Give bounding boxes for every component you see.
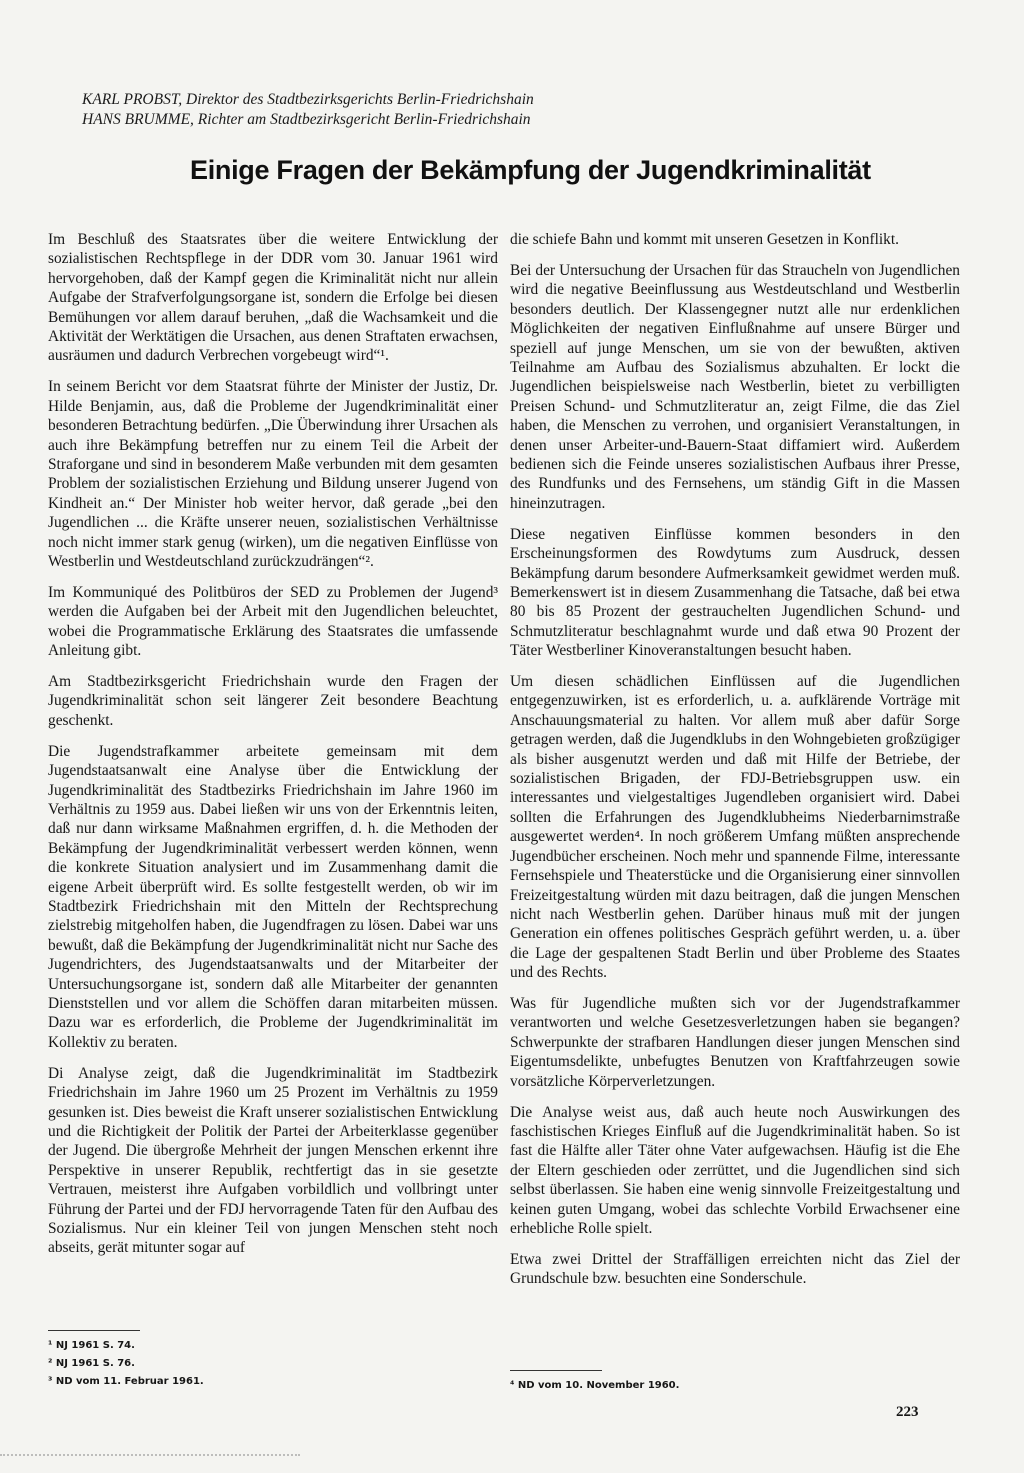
author-line: KARL PROBST, Direktor des Stadtbezirksgerichts Berlin-Friedrichshain	[82, 91, 534, 108]
author-line: HANS BRUMME, Richter am Stadtbezirksgericht Berlin-Friedrichshain	[82, 111, 531, 128]
footnote: ⁴ ND vom 10. November 1960.	[510, 1380, 680, 1391]
footnote: ³ ND vom 11. Februar 1961.	[48, 1376, 204, 1387]
paragraph: Etwa zwei Drittel der Straffälligen erreichten nicht das Ziel der Grundschule bzw. besuchten eine Sonderschule.	[510, 1250, 960, 1288]
paragraph: Die Jugendstrafkammer arbeitete gemeinsam mit dem Jugendstaatsanwalt eine Analyse über die Entwicklung der Jugendkriminalität des Stadtbezirks Friedrichshain im Jahre 1960 im Verhältnis zu 1959 aus. Dabei ließen wir uns von der Erkenntnis leiten, daß nur dann wirksame Maßnahmen ergriffen, d. h. die Methoden der Bekämpfung der Jugendkriminalität verbessert werden können, wenn die konkrete Situation analysiert und im Zusammenhang damit die eigene Arbeit überprüft wird. Es sollte festgestellt werden, ob wir im Stadtbezirk Friedrichshain mit den Mitteln der Rechtsprechung zielstrebig mitgeholfen haben, die Jugendfragen zu lösen. Dabei war uns bewußt, daß die Bekämpfung der Jugendkriminalität nicht nur Sache des Jugendrichters, des Jugendstaatsanwalts und der Mitarbeiter der Untersuchungsorgane ist, sondern daß alle Mitarbeiter der genannten Dienststellen und vor allem die Schöffen daran mitarbeiten müssen. Dazu war es erforderlich, die Probleme der Jugendkriminalität im Kollektiv zu beraten.	[48, 742, 498, 1051]
paragraph: Die Analyse weist aus, daß auch heute noch Auswirkungen des faschistischen Krieges Einfluß auf die Jugendkriminalität haben. So ist fast die Hälfte aller Täter ohne Vater aufgewachsen. Häufig ist die Ehe der Eltern geschieden oder zerrüttet, und die Jugendlichen sind sich selbst überlassen. Sie haben eine wenig sinnvolle Freizeitgestaltung und keinen guten Umgang, wobei das schlechte Vorbild Erwachsener eine erhebliche Rolle spielt.	[510, 1103, 960, 1237]
footnote: ¹ NJ 1961 S. 74.	[48, 1340, 135, 1351]
footnotes-left	[48, 1330, 448, 1391]
left-column	[48, 230, 498, 1258]
footnote-rule	[510, 1370, 602, 1371]
paragraph: Im Kommuniqué des Politbüros der SED zu Problemen der Jugend³ werden die Aufgaben bei der Arbeit mit den Jugendlichen beleuchtet, wobei die Programmatische Erklärung des Staatsrates die umfassende Anleitung gibt.	[48, 583, 498, 660]
page-number: 223	[896, 1404, 919, 1420]
article-title: Einige Fragen der Bekämpfung der Jugendkriminalität	[190, 155, 871, 185]
paragraph: Am Stadtbezirksgericht Friedrichshain wurde den Fragen der Jugendkriminalität schon seit längerer Zeit besondere Beachtung geschenkt.	[48, 673, 498, 729]
footnote-rule	[48, 1330, 140, 1331]
footnotes-right	[510, 1370, 910, 1395]
paragraph: Was für Jugendliche mußten sich vor der Jugendstrafkammer verantworten und welche Gesetzesverletzungen haben sie begangen? Schwerpunkte der strafbaren Handlungen dieser jungen Menschen sind Eigentumsdelikte, unbefugtes Benutzen von Kraftfahrzeugen sowie vorsätzliche Körperverletzungen.	[510, 995, 960, 1090]
paragraph: Di Analyse zeigt, daß die Jugendkriminalität im Stadtbezirk Friedrichshain im Jahre 1960 um 25 Prozent im Verhältnis zu 1959 gesunken ist. Dies beweist die Kraft unserer sozialistischen Entwicklung und die Richtigkeit der Politik der Partei der Arbeiterklasse gegenüber der Jugend. Die übergroße Mehrheit der jungen Menschen erkennt ihre Perspektive in unserer Republik, rechtfertigt das in sie gesetzte Vertrauen, meisterst ihre Aufgaben vorbildlich und vollbringt unter Führung der Partei und der FDJ hervorragende Taten für den Aufbau des Sozialismus. Nur ein kleiner Teil von jungen Menschen steht noch abseits, gerät mitunter sogar auf	[48, 1064, 498, 1257]
paragraph: Im Beschluß des Staatsrates über die weitere Entwicklung der sozialistischen Rechtspflege in der DDR vom 30. Januar 1961 wird hervorgehoben, daß der Kampf gegen die Kriminalität nicht nur allein Aufgabe der Strafverfolgungsorgane ist, sondern die Erfolge bei diesen Bemühungen vor allem darauf beruhen, „daß die Wachsamkeit und die Aktivität der Werktätigen die Ursachen, aus denen Straftaten erwachsen, ausräumen und dadurch Verbrechen vorgebeugt wird“¹.	[48, 231, 498, 365]
paragraph: Bei der Untersuchung der Ursachen für das Straucheln von Jugendlichen wird die negative Beeinflussung aus Westdeutschland und Westberlin besonders deutlich. Der Klassengegner nutzt alle nur erdenklichen Möglichkeiten der negativen Einflußnahme auf unsere Bürger und speziell auf junge Menschen, um sie von der bewußten, aktiven Teilnahme am Aufbau des Sozialismus abzuhalten. Er lockt die Jugendlichen beispielsweise nach Westberlin, bietet zu verbilligten Preisen Schund- und Schmutzliteratur an, zeigt Filme, die das Ziel haben, die Menschen zu verrohen, und organisiert Veranstaltungen, in denen unser Arbeiter-und-Bauern-Staat diffamiert wird. Außerdem bedienen sich die Feinde unseres sozialistischen Aufbaus ihrer Presse, des Rundfunks und des Fernsehens, um ständig Gift in die Massen hineinzutragen.	[510, 261, 960, 512]
paragraph: die schiefe Bahn und kommt mit unseren Gesetzen in Konflikt.	[510, 231, 899, 248]
paragraph: Diese negativen Einflüsse kommen besonders in den Erscheinungsformen des Rowdytums zum Ausdruck, dessen Bekämpfung darum besondere Aufmerksamkeit gewidmet werden muß. Bemerkenswert ist in diesem Zusammenhang die Tatsache, daß bei etwa 80 bis 85 Prozent der gestrauchelten Jugendlichen Schund- und Schmutzliteratur beschlagnahmt wurde und daß etwa 90 Prozent der Täter Westberliner Kinoveranstaltungen besucht haben.	[510, 525, 960, 660]
footnote: ² NJ 1961 S. 76.	[48, 1358, 135, 1369]
right-column	[510, 230, 960, 1289]
paragraph: Um diesen schädlichen Einflüssen auf die Jugendlichen entgegenzuwirken, ist es erforderlich, u. a. aufklärende Vorträge mit Anschauungsmaterial zu halten. Vor allem muß aber dafür Sorge getragen werden, daß die Jugendklubs in den Wohngebieten großzügiger als bisher ausgenutzt werden und daß mit Hilfe der Betriebe, der sozialistischen Brigaden, der FDJ-Betriebsgruppen usw. ein interessantes und vielgestaltiges Jugendleben organisiert wird. Dabei sollten die Erfahrungen des Jugendklubheims Niederbarnimstraße ausgewertet werden⁴. In noch größerem Umfang müßten ansprechende Jugendbücher erscheinen. Noch mehr und spannende Filme, interessante Fernsehspiele und Theaterstücke und die Organisierung einer sinnvollen Freizeitgestaltung würden mit dazu beitragen, daß die jungen Menschen nicht nach Westberlin gehen. Darüber hinaus muß mit der jungen Generation ein offenes politisches Gespräch geführt werden, u. a. über die Lage der gespaltenen Stadt Berlin und über Probleme des Staates und des Rechts.	[510, 673, 960, 982]
scan-artifact	[0, 1454, 300, 1464]
author-block	[82, 90, 882, 130]
paragraph: In seinem Bericht vor dem Staatsrat führte der Minister der Justiz, Dr. Hilde Benjamin, aus, daß die Probleme der Jugendkriminalität einer besonderen Betrachtung bedürfen. „Die Überwindung ihrer Ursachen als auch ihre Bekämpfung betreffen nur zu einem Teil die Arbeit der Straforgane und sind in besonderem Maße verbunden mit dem gesamten Problem der sozialistischen Erziehung und Bildung unserer Jugend von Kindheit an.“ Der Minister hob weiter hervor, daß gerade „bei den Jugendlichen ... die Kräfte unserer neuen, sozialistischen Verhältnisse noch nicht immer stark genug (wirken), um die negativen Einflüsse von Westberlin und Westdeutschland zurückzudrängen“².	[48, 378, 498, 570]
